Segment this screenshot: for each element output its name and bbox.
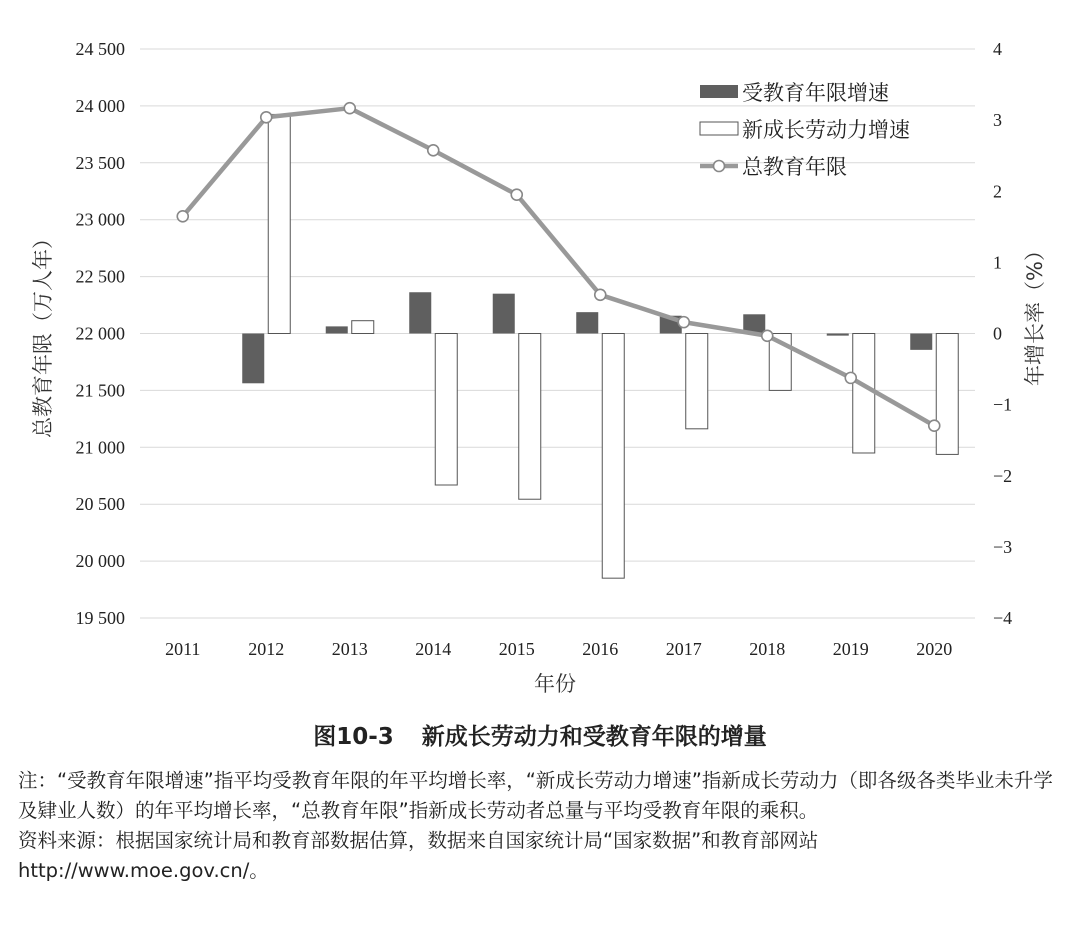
- line-point: [344, 103, 355, 114]
- left-tick-label: 20 500: [75, 494, 125, 515]
- bar-new-labor-growth: [602, 334, 624, 579]
- x-tick-label: 2018: [749, 639, 786, 659]
- x-tick-label: 2020: [916, 639, 953, 659]
- right-tick-label: −2: [993, 465, 1013, 486]
- figure-number: 图10-3: [313, 724, 394, 750]
- left-axis-ticks: [76, 39, 126, 628]
- right-tick-label: 4: [993, 39, 1002, 59]
- line-point: [261, 112, 272, 123]
- line-point: [595, 289, 606, 300]
- right-axis-ticks: [993, 39, 1012, 628]
- line-point: [177, 211, 188, 222]
- left-tick-label: 22 000: [75, 323, 125, 344]
- x-axis-ticks: [165, 639, 952, 659]
- right-axis-label: 年增长率（%）: [1023, 240, 1047, 386]
- right-tick-label: 3: [993, 110, 1002, 131]
- left-tick-label: 23 500: [75, 152, 125, 173]
- left-tick-label: 21 000: [75, 437, 125, 458]
- right-tick-label: 2: [993, 181, 1002, 202]
- left-tick-label: 19 500: [75, 608, 125, 628]
- x-tick-label: 2017: [665, 639, 702, 659]
- left-tick-label: 22 500: [75, 266, 125, 287]
- x-tick-label: 2012: [248, 639, 285, 659]
- x-axis-label: 年份: [534, 672, 576, 696]
- bar-new-labor-growth: [853, 334, 875, 453]
- legend-label-new-labor-growth: 新成长劳动力增速: [742, 118, 910, 142]
- x-tick-label: 2015: [498, 639, 535, 659]
- line-point: [678, 317, 689, 328]
- legend-marker-total-education-years: [714, 161, 725, 172]
- bar-education-years-growth: [827, 334, 849, 336]
- bar-education-years-growth: [910, 334, 932, 350]
- left-axis-label: 总教育年限（万人年）: [31, 228, 55, 438]
- bar-new-labor-growth: [352, 321, 374, 334]
- left-tick-label: 24 500: [75, 39, 125, 59]
- bar-education-years-growth: [576, 312, 598, 333]
- bar-education-years-growth: [409, 292, 431, 333]
- figure-title: 新成长劳动力和受教育年限的增量: [421, 724, 767, 750]
- right-tick-label: −4: [993, 608, 1013, 628]
- bar-new-labor-growth: [936, 334, 958, 455]
- bar-new-labor-growth: [519, 334, 541, 500]
- left-tick-label: 20 000: [75, 551, 125, 572]
- note-text: 注：“受教育年限增速”指平均受教育年限的年平均增长率，“新成长劳动力增速”指新成长劳动力（即各级各类毕业未升学及肄业人数）的年平均增长率，“总教育年限”指新成长劳动者总量与平均受教育年限的乘积。: [18, 769, 1053, 822]
- bar-series: [242, 114, 958, 578]
- x-tick-label: 2013: [331, 639, 368, 659]
- source-text: 资料来源：根据国家统计局和教育部数据估算，数据来自国家统计局“国家数据”和教育部网站 http://www.moe.gov.cn/。: [18, 829, 819, 882]
- legend-label-education-years-growth: 受教育年限增速: [742, 81, 889, 105]
- legend-swatch-education-years-growth: [700, 85, 738, 98]
- left-tick-label: 24 000: [75, 95, 125, 116]
- line-point: [511, 189, 522, 200]
- legend: [700, 81, 910, 179]
- bar-new-labor-growth: [686, 334, 708, 429]
- line-point: [845, 372, 856, 383]
- x-tick-label: 2014: [415, 639, 452, 659]
- legend-label-total-education-years: 总教育年限: [742, 155, 847, 179]
- x-tick-label: 2016: [582, 639, 619, 659]
- line-point: [428, 145, 439, 156]
- x-tick-label: 2019: [832, 639, 869, 659]
- legend-swatch-new-labor-growth: [700, 122, 738, 135]
- figure-notes: [18, 766, 1063, 886]
- bar-education-years-growth: [493, 294, 515, 334]
- bar-education-years-growth: [326, 326, 348, 333]
- x-tick-label: 2011: [165, 639, 201, 659]
- line-series: [177, 103, 940, 432]
- right-tick-label: 0: [993, 323, 1002, 344]
- left-tick-label: 23 000: [75, 209, 125, 230]
- line-point: [762, 330, 773, 341]
- line-point: [929, 420, 940, 431]
- bar-new-labor-growth: [435, 334, 457, 485]
- figure-caption: [0, 718, 1080, 751]
- left-tick-label: 21 500: [75, 380, 125, 401]
- bar-new-labor-growth: [268, 114, 290, 333]
- right-tick-label: −1: [993, 394, 1013, 415]
- right-tick-label: −3: [993, 536, 1013, 557]
- bar-education-years-growth: [242, 334, 264, 384]
- right-tick-label: 1: [993, 252, 1002, 273]
